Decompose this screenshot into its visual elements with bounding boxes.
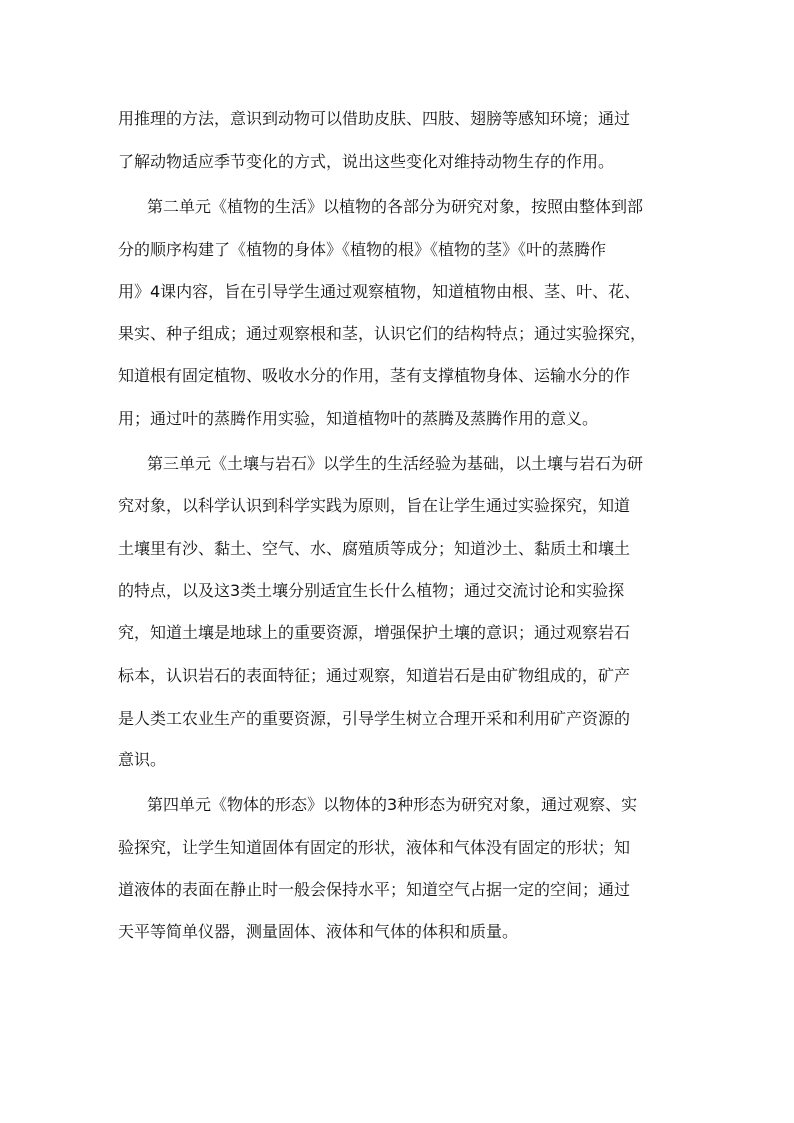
text-line: 知道根有固定植物、吸收水分的作用，茎有支撑植物身体、运输水分的作 <box>118 366 631 385</box>
text-line: 道液体的表面在静止时一般会保持水平；知道空气占据一定的空间；通过 <box>118 880 631 899</box>
text-line: 的特点，以及这3类土壤分别适宜生长什么植物；通过交流讨论和实验探 <box>118 581 625 600</box>
text-line: 果实、种子组成；通过观察根和茎，认识它们的结构特点；通过实验探究， <box>118 324 647 343</box>
text-line: 意识。 <box>118 750 167 769</box>
text-line: 标本，认识岩石的表面特征；通过观察，知道岩石是由矿物组成的，矿产 <box>118 666 631 685</box>
text-line: 究对象，以科学认识到科学实践为原则，旨在让学生通过实验探究，知道 <box>118 496 631 515</box>
text-line: 究，知道土壤是地球上的重要资源，增强保护土壤的意识；通过观察岩石 <box>118 623 631 642</box>
text-line: 了解动物适应季节变化的方式，说出这些变化对维持动物生存的作用。 <box>118 152 615 171</box>
text-line: 用推理的方法，意识到动物可以借助皮肤、四肢、翅膀等感知环境；通过 <box>118 109 631 128</box>
text-line: 第二单元《植物的生活》以植物的各部分为研究对象，按照由整体到部 <box>147 197 644 216</box>
text-line: 用；通过叶的蒸腾作用实验，知道植物叶的蒸腾及蒸腾作用的意义。 <box>118 409 599 428</box>
text-line: 验探究，让学生知道固体有固定的形状，液体和气体没有固定的形状；知 <box>118 838 631 857</box>
text-line: 是人类工农业生产的重要资源，引导学生树立合理开采和利用矿产资源的 <box>118 709 631 728</box>
text-line: 第四单元《物体的形态》以物体的3种形态为研究对象，通过观察、实 <box>147 795 638 814</box>
text-line: 天平等简单仪器，测量固体、液体和气体的体积和质量。 <box>118 922 519 941</box>
text-line: 用》4课内容，旨在引导学生通过观察植物，知道植物由根、茎、叶、花、 <box>118 282 641 301</box>
text-line: 土壤里有沙、黏土、空气、水、腐殖质等成分；知道沙土、黏质土和壤土 <box>118 539 631 558</box>
text-line: 分的顺序构建了《植物的身体》《植物的根》《植物的茎》《叶的蒸腾作 <box>118 240 607 259</box>
text-line: 第三单元《土壤与岩石》以学生的生活经验为基础，以土壤与岩石为研 <box>147 454 644 473</box>
